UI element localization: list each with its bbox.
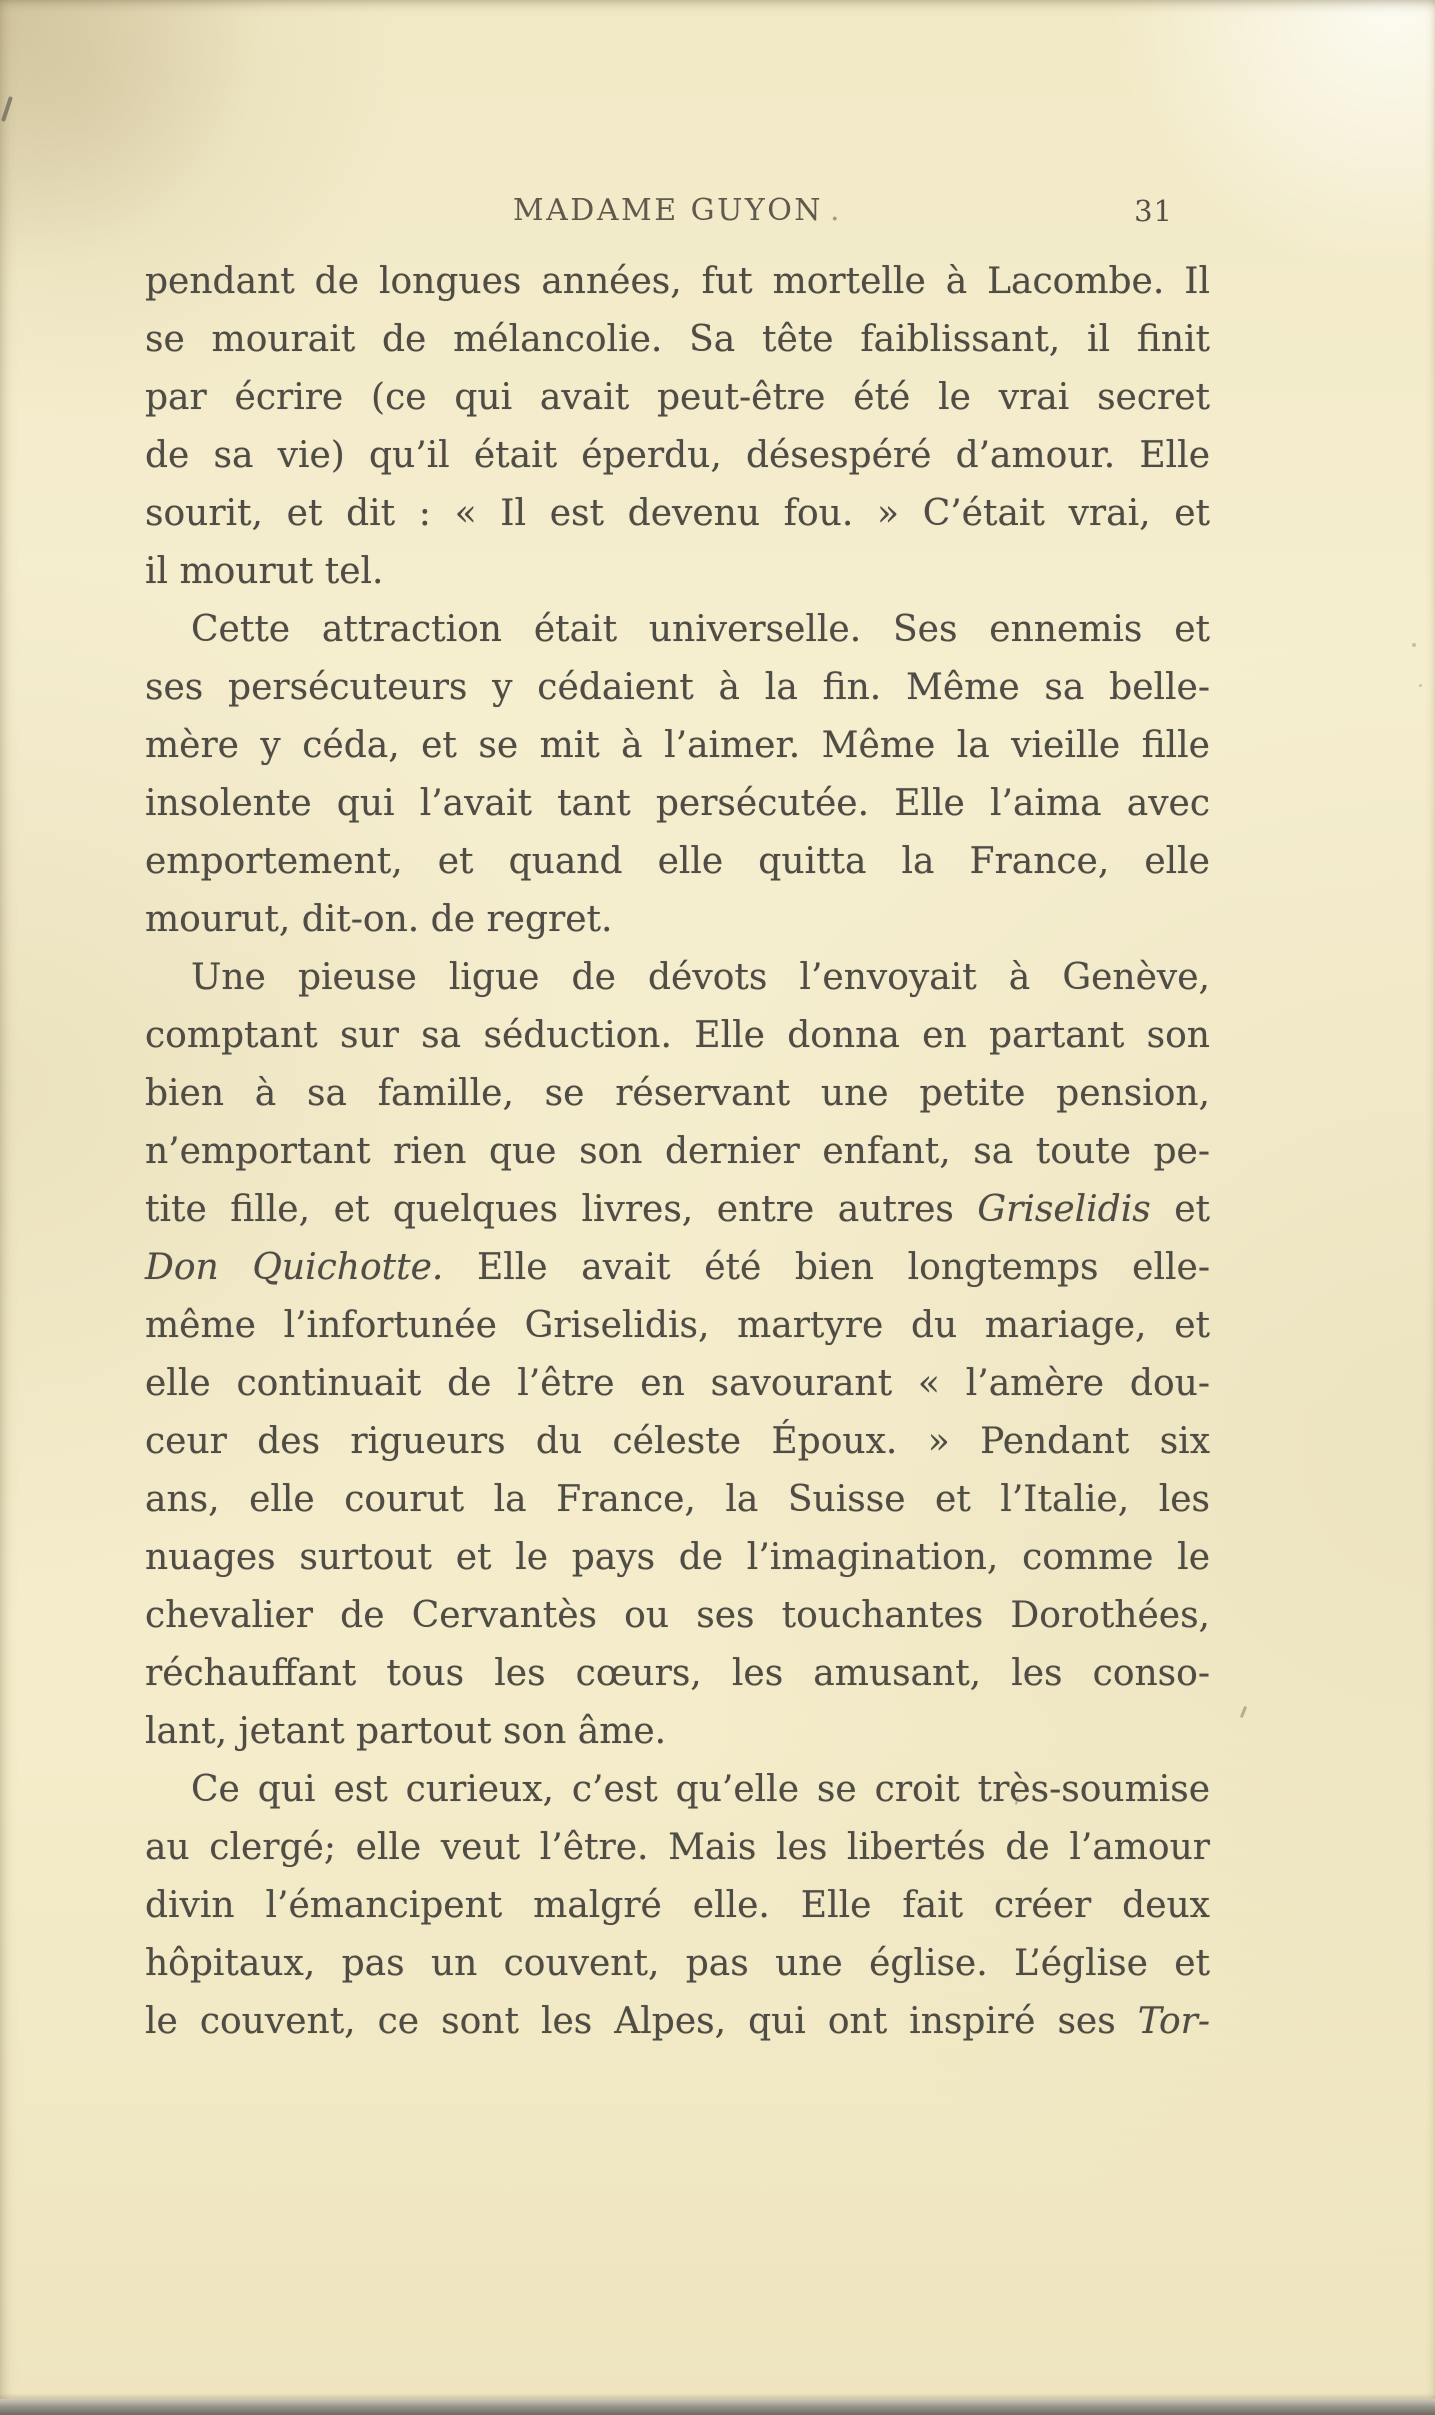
body-text: Cette attraction était universelle. Ses ennemis et [191, 609, 1210, 650]
body-text: au clergé; elle veut l’être. Mais les libertés de l’amour [145, 1827, 1210, 1868]
text-line [145, 717, 1210, 775]
text-line [145, 427, 1210, 485]
text-line [145, 1355, 1210, 1413]
text-line [145, 1007, 1210, 1065]
body-text: de sa vie) qu’il était éperdu, désespéré d’amour. Elle [145, 435, 1210, 476]
body-text: n’emportant rien que son dernier enfant, sa toute pe- [145, 1131, 1210, 1172]
text-line [145, 1065, 1210, 1123]
body-text: il mourut tel. [145, 551, 384, 592]
body-text: lant, jetant partout son âme. [145, 1711, 667, 1752]
page-number: 31 [1134, 194, 1173, 228]
body-text: ans, elle courut la France, la Suisse et l’Italie, les [145, 1479, 1210, 1520]
body-text: réchauffant tous les cœurs, les amusant, les conso- [145, 1653, 1210, 1694]
text-line [145, 1993, 1210, 2051]
text-line [145, 833, 1210, 891]
text-line [145, 1587, 1210, 1645]
page-text [145, 253, 1210, 2051]
scan-speck [1, 96, 13, 122]
text-line [145, 1761, 1210, 1819]
page-header [145, 191, 1210, 231]
body-text: mère y céda, et se mit à l’aimer. Même la vieille fille [145, 725, 1210, 766]
body-text: insolente qui l’avait tant persécutée. Elle l’aima avec [145, 783, 1210, 824]
text-line [145, 1529, 1210, 1587]
body-text: hôpitaux, pas un couvent, pas une église. L’église et [145, 1943, 1210, 1984]
body-text: pendant de longues années, fut mortelle à Lacombe. Il [145, 261, 1210, 302]
running-title [145, 191, 1210, 231]
body-text: emportement, et quand elle quitta la France, elle [145, 841, 1210, 882]
text-line [145, 1703, 1210, 1761]
italic-text: Griselidis [977, 1189, 1151, 1230]
body-text: se mourait de mélancolie. Sa tête faiblissant, il finit [145, 319, 1210, 360]
text-line [145, 949, 1210, 1007]
body-text: même l’infortunée Griselidis, martyre du mariage, et [145, 1305, 1210, 1346]
scan-bottom-edge [0, 2399, 1435, 2415]
text-line [145, 311, 1210, 369]
body-text: Ce qui est curieux, c’est qu’elle se croit très-soumise [191, 1769, 1210, 1810]
text-line [145, 659, 1210, 717]
text-line [145, 775, 1210, 833]
text-line [145, 485, 1210, 543]
body-text: bien à sa famille, se réservant une petite pension, [145, 1073, 1210, 1114]
body-text: nuages surtout et le pays de l’imagination, comme le [145, 1537, 1210, 1578]
body-text: comptant sur sa séduction. Elle donna en partant son [145, 1015, 1210, 1056]
body-text: ses persécuteurs y cédaient à la fin. Même sa belle- [145, 667, 1210, 708]
body-text: ceur des rigueurs du céleste Époux. » Pendant six [145, 1421, 1210, 1462]
text-line [145, 543, 1210, 601]
text-line [145, 1123, 1210, 1181]
body-text: mourut, dit-on. de regret. [145, 899, 613, 940]
text-line [145, 1239, 1210, 1297]
italic-text: Don Quichotte. [145, 1247, 444, 1288]
text-line [145, 253, 1210, 311]
text-line [145, 1819, 1210, 1877]
body-text: Une pieuse ligue de dévots l’envoyait à Genève, [191, 957, 1210, 998]
body-text: et [1150, 1189, 1211, 1230]
italic-text: Tor- [1137, 2001, 1210, 2042]
text-line [145, 1471, 1210, 1529]
body-text: divin l’émancipent malgré elle. Elle fait créer deux [145, 1885, 1210, 1926]
scan-speck [1240, 1706, 1247, 1718]
text-line [145, 369, 1210, 427]
text-line [145, 1877, 1210, 1935]
body-text: par écrire (ce qui avait peut-être été le vrai secret [145, 377, 1210, 418]
body-text: chevalier de Cervantès ou ses touchantes Dorothées, [145, 1595, 1210, 1636]
text-line [145, 1935, 1210, 1993]
text-line [145, 1181, 1210, 1239]
body-text: le couvent, ce sont les Alpes, qui ont inspiré ses [145, 2001, 1138, 2042]
running-title-dot: . [830, 193, 843, 228]
body-text: tite fille, et quelques livres, entre autres [145, 1189, 978, 1230]
scan-speck [1419, 684, 1422, 687]
text-line [145, 1413, 1210, 1471]
text-line [145, 601, 1210, 659]
body-text: sourit, et dit : « Il est devenu fou. » C’était vrai, et [145, 493, 1210, 534]
text-line [145, 891, 1210, 949]
body-text: elle continuait de l’être en savourant « l’amère dou- [145, 1363, 1210, 1404]
text-line [145, 1645, 1210, 1703]
text-line [145, 1297, 1210, 1355]
scan-speck [1412, 643, 1416, 647]
body-text: Elle avait été bien longtemps elle- [443, 1247, 1210, 1288]
running-title-text: MADAME GUYON [512, 193, 824, 228]
